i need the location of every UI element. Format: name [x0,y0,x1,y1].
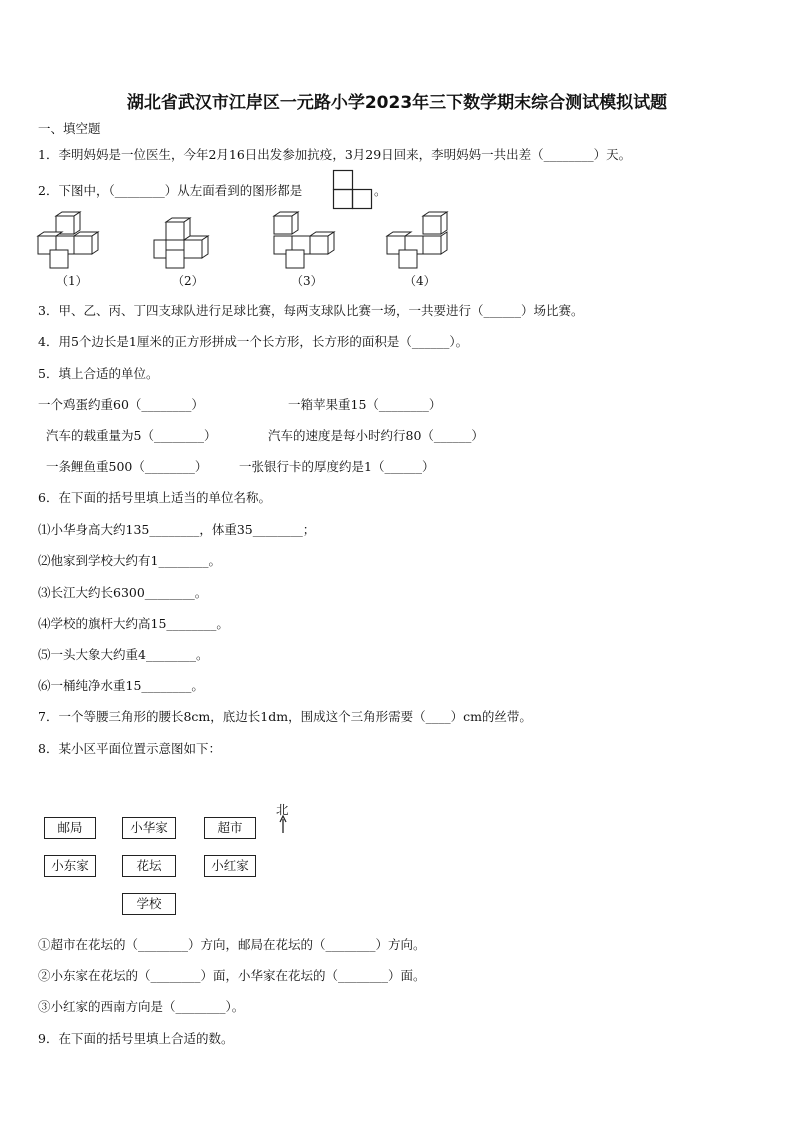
figure-label-1: （1） [56,274,88,288]
question-1: 1．李明妈妈是一位医生，今年2月16日出发参加抗疫，3月29日回来，李明妈妈一共出差（________）天。 [38,147,632,162]
q8-item: ③小红家的西南方向是（________）。 [38,999,245,1014]
map-xiaodong-home: 小东家 [44,855,96,877]
map-flower-bed: 花坛 [122,855,176,877]
map-school: 学校 [122,893,176,915]
q5-item: 一张银行卡的厚度约是1（______） [239,459,435,474]
question-5: 5．填上合适的单位。 [38,366,159,381]
q6-item: ⑵他家到学校大约有1________。 [38,553,221,568]
north-label: 北 [276,802,289,817]
cube-figure-2 [152,218,224,270]
question-2-end: 。 [374,183,387,198]
figure-label-3: （3） [291,274,323,288]
figure-label-4: （4） [404,274,436,288]
q8-item: ①超市在花坛的（________）方向，邮局在花坛的（________）方向。 [38,937,426,952]
cube-figure-4 [385,212,457,270]
q5-item: 汽车的载重量为5（________） [46,428,217,443]
left-view-shape [333,170,373,210]
question-6: 6．在下面的括号里填上适当的单位名称。 [38,490,271,505]
q6-item: ⑹一桶纯净水重15________。 [38,678,204,693]
question-3: 3．甲、乙、丙、丁四支球队进行足球比赛，每两支球队比赛一场，一共要进行（______）场比赛。 [38,303,584,318]
figure-label-2: （2） [172,274,204,288]
section-heading: 一、填空题 [38,121,101,136]
cube-figure-3 [272,212,344,270]
page-title: 湖北省武汉市江岸区一元路小学2023年三下数学期末综合测试模拟试题 [126,93,668,113]
q6-item: ⑷学校的旗杆大约高15________。 [38,616,229,631]
question-8: 8．某小区平面位置示意图如下： [38,741,221,756]
map-xiaohong-home: 小红家 [204,855,256,877]
question-2: 2．下图中，（________）从左面看到的图形都是 [38,183,303,198]
q5-item: 一个鸡蛋约重60（________） [38,397,204,412]
q5-item: 汽车的速度是每小时约行80（______） [268,428,484,443]
question-4: 4．用5个边长是1厘米的正方形拼成一个长方形，长方形的面积是（______）。 [38,334,469,349]
q5-item: 一箱苹果重15（________） [288,397,442,412]
cube-figure-1 [36,212,108,270]
question-9: 9．在下面的括号里填上合适的数。 [38,1031,234,1046]
q6-item: ⑴小华身高大约135________，体重35________； [38,522,316,537]
map-xiaohua-home: 小华家 [122,817,176,839]
map-supermarket: 超市 [204,817,256,839]
q8-item: ②小东家在花坛的（________）面，小华家在花坛的（________）面。 [38,968,426,983]
q6-item: ⑶长江大约长6300________。 [38,585,208,600]
q6-item: ⑸一头大象大约重4________。 [38,647,209,662]
q5-item: 一条鲤鱼重500（________） [46,459,208,474]
map-post-office: 邮局 [44,817,96,839]
north-arrow-icon [279,816,287,834]
question-7: 7．一个等腰三角形的腰长8cm，底边长1dm，围成这个三角形需要（____）cm的丝带。 [38,709,532,724]
